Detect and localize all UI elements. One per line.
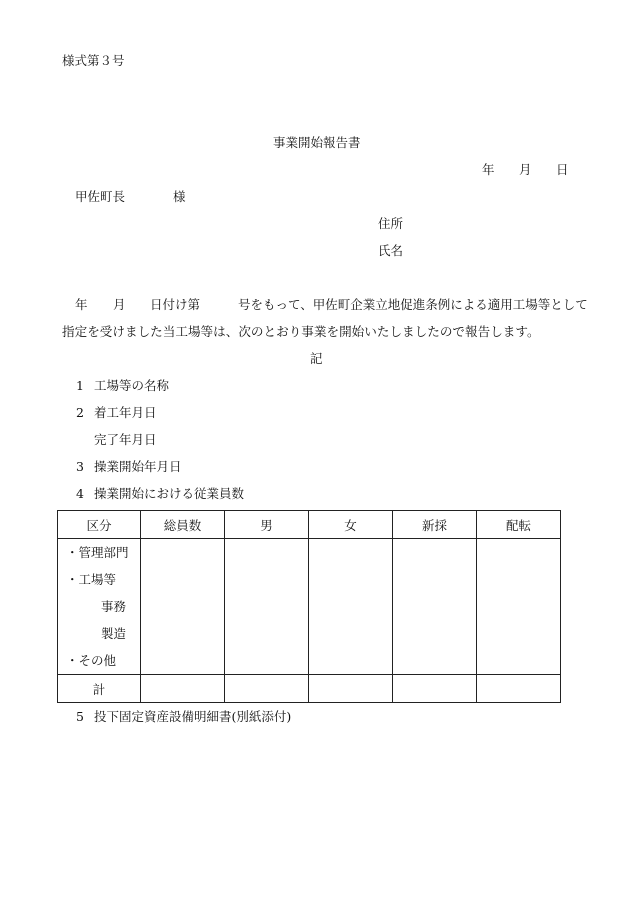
document-title: 事業開始報告書 — [273, 135, 361, 150]
recipient-honorific: 様 — [173, 189, 186, 204]
item-text: 着工年月日 — [94, 405, 157, 420]
header-transfer: 配転 — [477, 511, 561, 539]
date-day: 日 — [556, 162, 569, 177]
item-number: 2 — [76, 405, 84, 420]
address-label: 住所 — [378, 216, 404, 231]
item-text: 工場等の名称 — [94, 378, 170, 393]
female-cell[interactable] — [309, 539, 393, 675]
category-other: ・その他 — [66, 653, 117, 668]
category-office: 事務 — [101, 599, 127, 614]
new-hire-sum-cell[interactable] — [393, 675, 477, 703]
item-text: 投下固定資産設備明細書(別紙添付) — [94, 709, 292, 724]
item-text: 操業開始年月日 — [94, 459, 182, 474]
category-cell — [58, 539, 141, 675]
transfer-cell[interactable] — [477, 539, 561, 675]
body-month: 月 — [113, 297, 126, 312]
male-cell[interactable] — [225, 539, 309, 675]
item-number: 3 — [76, 459, 84, 474]
recipient-name: 甲佐町長 — [75, 189, 126, 204]
category-production: 製造 — [101, 626, 127, 641]
date-month: 月 — [519, 162, 532, 177]
total-label: 計 — [58, 675, 141, 703]
ki-mark: 記 — [310, 351, 323, 366]
body-line1-rest: 号をもって、甲佐町企業立地促進条例による適用工場等として — [238, 297, 588, 312]
body-day-part: 日付け第 — [150, 297, 201, 312]
table-row — [58, 539, 561, 675]
item-text: 完了年月日 — [94, 432, 157, 447]
item-text: 操業開始における従業員数 — [94, 486, 245, 501]
header-female: 女 — [309, 511, 393, 539]
new-hire-cell[interactable] — [393, 539, 477, 675]
category-management: ・管理部門 — [66, 545, 129, 560]
table-header-row — [58, 511, 561, 539]
table-total-row — [58, 675, 561, 703]
header-male: 男 — [225, 511, 309, 539]
transfer-sum-cell[interactable] — [477, 675, 561, 703]
male-sum-cell[interactable] — [225, 675, 309, 703]
form-number: 様式第３号 — [62, 53, 125, 68]
date-year: 年 — [482, 162, 495, 177]
header-total-staff: 総員数 — [141, 511, 225, 539]
category-factory: ・工場等 — [66, 572, 117, 587]
item-number: 5 — [76, 709, 84, 724]
body-year: 年 — [75, 297, 88, 312]
body-line2: 指定を受けました当工場等は、次のとおり事業を開始いたしましたので報告します。 — [62, 324, 540, 339]
header-new-hire: 新採 — [393, 511, 477, 539]
employee-table — [57, 510, 561, 703]
total-staff-sum-cell[interactable] — [141, 675, 225, 703]
name-label: 氏名 — [378, 243, 404, 258]
item-number: 4 — [76, 486, 84, 501]
item-number: 1 — [76, 378, 84, 393]
total-staff-cell[interactable] — [141, 539, 225, 675]
header-category: 区分 — [58, 511, 141, 539]
female-sum-cell[interactable] — [309, 675, 393, 703]
